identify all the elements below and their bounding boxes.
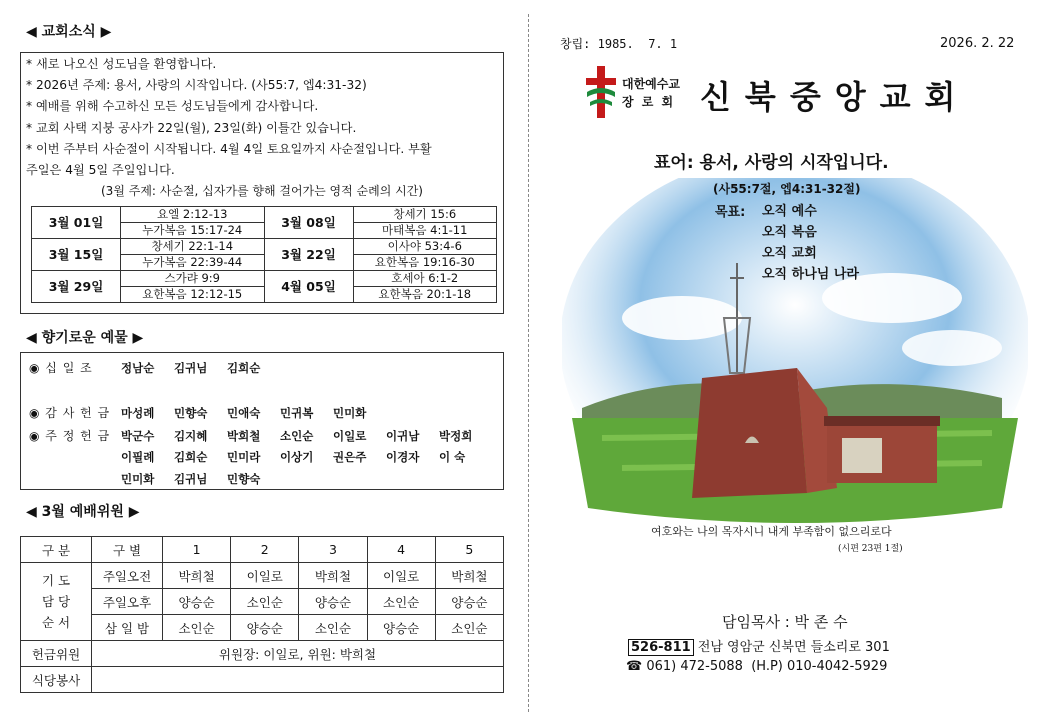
news-item: * 새로 나오신 성도님을 환영합니다. <box>26 57 217 71</box>
donor-name: 정남순 <box>121 361 155 375</box>
goal-item: 오직 예수 <box>762 204 817 219</box>
donor-name: 민미화 <box>333 406 367 420</box>
kitchen-service-value <box>92 667 504 693</box>
member-name: 박희철 <box>435 563 503 589</box>
donor-name: 민미화 <box>121 472 155 486</box>
news-item: 주일은 4월 5일 주일입니다. <box>26 163 175 178</box>
donor-name: 민향숙 <box>227 472 261 486</box>
donor-name: 김귀님 <box>174 472 208 486</box>
table-header: 3 <box>299 537 367 563</box>
news-item: * 2026년 주제: 용서, 사랑의 시작입니다. (사55:7, 엡4:31-32) <box>26 78 367 93</box>
donor-name: 민애숙 <box>227 406 261 420</box>
news-item: * 이번 주부터 사순절이 시작됩니다. 4월 4일 토요일까지 사순절입니다. 부활 <box>26 141 432 156</box>
donor-name: 이일로 <box>333 429 367 443</box>
offering-committee-label: 헌금위원 <box>21 641 92 667</box>
schedule-date: 3월 29일 <box>32 271 121 303</box>
schedule-reading: 창세기 15:6 <box>353 207 497 223</box>
table-row <box>32 271 497 287</box>
denomination-line-2: 장 로 회 <box>622 95 676 109</box>
member-name: 이일로 <box>231 563 299 589</box>
church-name: 신북중앙교회 <box>700 78 970 116</box>
offering-committee-value: 위원장: 이일로, 위원: 박희철 <box>92 641 504 667</box>
lent-theme: (3월 주제: 사순절, 십자가를 향해 걸어가는 영적 순례의 시간) <box>101 184 423 199</box>
schedule-date: 3월 08일 <box>264 207 353 239</box>
goal-item: 오직 교회 <box>762 246 817 261</box>
donor-name: 김희순 <box>174 450 208 464</box>
table-row <box>21 589 504 615</box>
table-row <box>21 641 504 667</box>
donor-name: 이 숙 <box>439 450 466 464</box>
table-row <box>21 537 504 563</box>
news-section-title: ◀ 교회소식 ▶ <box>26 24 112 40</box>
member-name: 소인순 <box>435 615 503 641</box>
schedule-reading: 이사야 53:4-6 <box>353 239 497 255</box>
member-name: 이일로 <box>367 563 435 589</box>
worship-committee-table <box>20 536 504 693</box>
schedule-reading: 호세아 6:1-2 <box>353 271 497 287</box>
service-type: 주일오후 <box>92 589 163 615</box>
offerings-section-title: ◀ 향기로운 예물 ▶ <box>26 330 144 346</box>
news-box <box>20 52 504 314</box>
address-line <box>628 636 890 655</box>
denomination-line-1: 대한예수교 <box>622 77 680 91</box>
thanks-label: ◉ 감 사 헌 금 <box>29 406 111 420</box>
schedule-reading: 요한복음 20:1-18 <box>353 287 497 303</box>
table-header: 4 <box>367 537 435 563</box>
donor-name: 박정희 <box>439 429 473 443</box>
worship-section-title: ◀ 3월 예배위원 ▶ <box>26 504 140 520</box>
table-row <box>21 615 504 641</box>
table-header: 구 분 <box>21 537 92 563</box>
phone-numbers: ☎ 061) 472-5088 (H.P) 010-4042-5929 <box>626 659 888 674</box>
donor-name: 민향숙 <box>174 406 208 420</box>
service-type: 삼 일 밤 <box>92 615 163 641</box>
motto-reference: (사55:7절, 엡4:31-32절) <box>713 182 861 196</box>
member-name: 박희철 <box>163 563 231 589</box>
address: 전남 영암군 신북면 들소리로 301 <box>697 640 890 655</box>
member-name: 양승순 <box>163 589 231 615</box>
news-item: * 예배를 위해 수고하신 모든 성도님들에게 감사합니다. <box>26 99 319 114</box>
member-name: 소인순 <box>367 589 435 615</box>
scripture-reference: (시편 23편 1절) <box>838 544 903 554</box>
prayer-label-line: 기 도 <box>41 573 71 588</box>
kitchen-service-label: 식당봉사 <box>21 667 92 693</box>
regular-row <box>29 471 280 487</box>
goal-item: 오직 복음 <box>762 225 817 240</box>
table-header: 구 별 <box>92 537 163 563</box>
table-row <box>32 207 497 223</box>
regular-row <box>29 449 492 465</box>
member-name: 소인순 <box>163 615 231 641</box>
reading-schedule-table <box>31 206 497 303</box>
donor-name: 김희순 <box>227 361 261 375</box>
donor-name: 박군수 <box>121 429 155 443</box>
pastor-name: 담임목사 : 박 존 수 <box>722 613 848 631</box>
prayer-label-line: 순 서 <box>41 615 71 630</box>
member-name: 양승순 <box>367 615 435 641</box>
schedule-reading: 요엘 2:12-13 <box>121 207 265 223</box>
goal-item: 오직 하나님 나라 <box>762 267 859 282</box>
table-row <box>21 563 504 589</box>
donor-name: 마성례 <box>121 406 155 420</box>
schedule-reading: 마태복음 4:1-11 <box>353 223 497 239</box>
schedule-reading: 누가복음 22:39-44 <box>121 255 265 271</box>
member-name: 소인순 <box>231 589 299 615</box>
prayer-group-label <box>21 563 92 641</box>
tithe-row <box>29 359 280 376</box>
schedule-date: 3월 22일 <box>264 239 353 271</box>
schedule-reading: 요한복음 12:12-15 <box>121 287 265 303</box>
motto: 표어: 용서, 사랑의 시작입니다. <box>654 153 889 173</box>
zip-code: 526-811 <box>628 639 694 656</box>
schedule-reading: 요한복음 19:16-30 <box>353 255 497 271</box>
church-logo-icon <box>584 66 618 118</box>
table-row <box>21 667 504 693</box>
prayer-label-line: 담 당 <box>41 594 71 609</box>
member-name: 소인순 <box>299 615 367 641</box>
schedule-reading: 누가복음 15:17-24 <box>121 223 265 239</box>
goals-list <box>762 201 859 285</box>
donor-name: 이필례 <box>121 450 155 464</box>
donor-name: 박희철 <box>227 429 261 443</box>
bulletin-date: 2026. 2. 22 <box>940 36 1015 51</box>
donor-name: 권은주 <box>333 450 367 464</box>
table-header: 2 <box>231 537 299 563</box>
schedule-date: 3월 01일 <box>32 207 121 239</box>
offerings-box <box>20 352 504 490</box>
founded-date: 창립: 1985. 7. 1 <box>560 37 678 51</box>
page-divider <box>528 14 529 712</box>
tithe-label: ◉ 십 일 조 <box>29 361 93 375</box>
regular-label: ◉ 주 정 헌 금 <box>29 429 111 443</box>
member-name: 박희철 <box>299 563 367 589</box>
donor-name: 소인순 <box>280 429 314 443</box>
donor-name: 이귀남 <box>386 429 420 443</box>
table-header: 1 <box>163 537 231 563</box>
table-header: 5 <box>435 537 503 563</box>
thanks-row <box>29 404 386 421</box>
service-type: 주일오전 <box>92 563 163 589</box>
member-name: 양승순 <box>299 589 367 615</box>
donor-name: 민미라 <box>227 450 261 464</box>
schedule-date: 3월 15일 <box>32 239 121 271</box>
schedule-reading: 창세기 22:1-14 <box>121 239 265 255</box>
donor-name: 김지혜 <box>174 429 208 443</box>
schedule-date: 4월 05일 <box>264 271 353 303</box>
member-name: 양승순 <box>231 615 299 641</box>
scripture-verse: 여호와는 나의 목자시니 내게 부족함이 없으리로다 <box>651 525 892 538</box>
regular-row <box>29 427 492 444</box>
news-item: * 교회 사택 지붕 공사가 22일(월), 23일(화) 이틀간 있습니다. <box>26 120 357 135</box>
member-name: 양승순 <box>435 589 503 615</box>
goal-label: 목표: <box>715 205 746 220</box>
schedule-reading: 스가랴 9:9 <box>121 271 265 287</box>
donor-name: 이경자 <box>386 450 420 464</box>
table-row <box>32 239 497 255</box>
donor-name: 김귀님 <box>174 361 208 375</box>
donor-name: 이상기 <box>280 450 314 464</box>
donor-name: 민귀복 <box>280 406 314 420</box>
